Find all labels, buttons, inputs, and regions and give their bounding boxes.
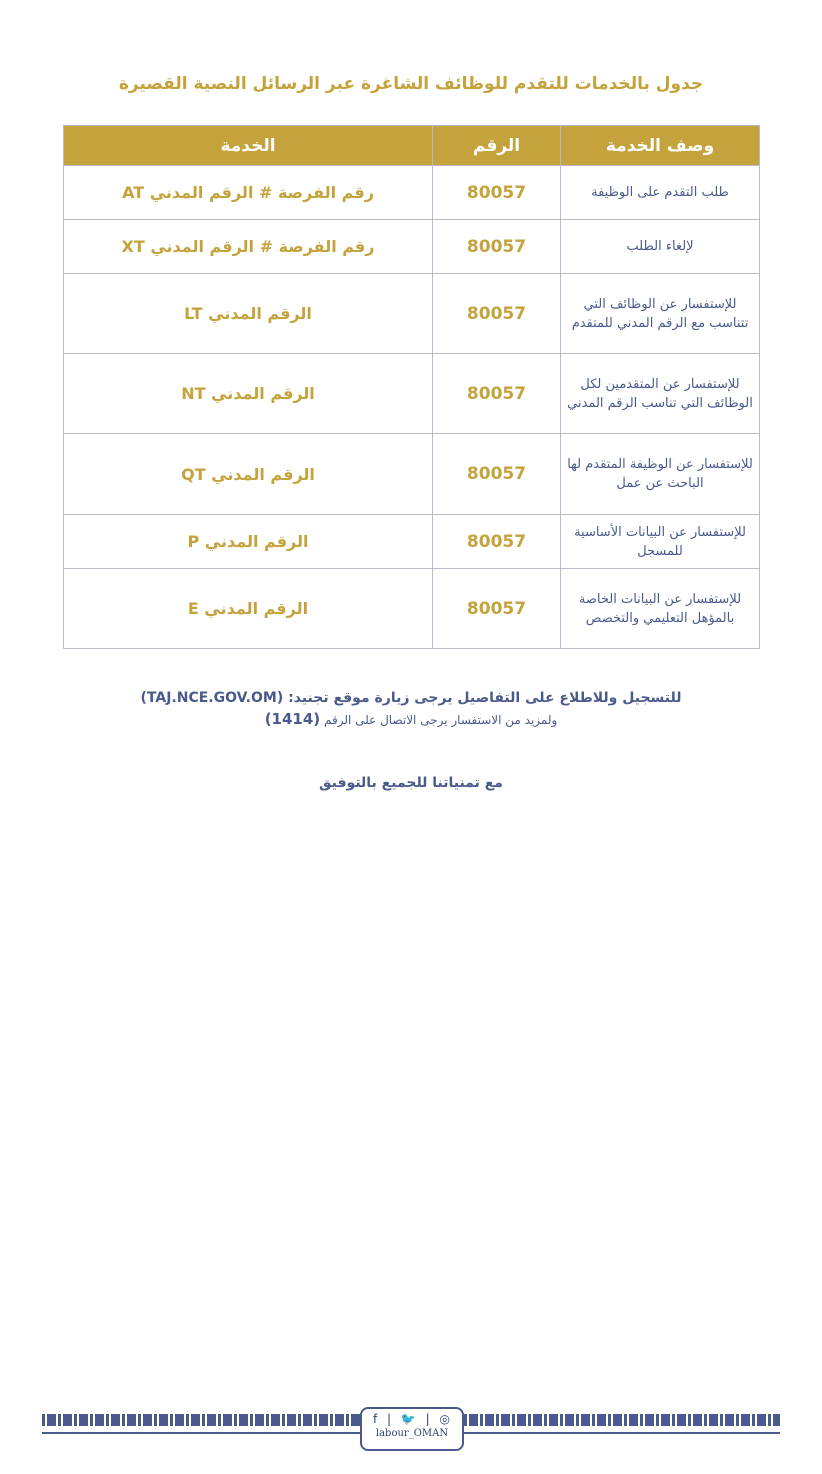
closing-message: مع تمنياتنا للجميع بالتوفيق [319,775,503,791]
page-title: جدول بالخدمات للتقدم للوظائف الشاغرة عبر الرسائل النصية القصيرة [118,74,704,94]
row-number: 80057 [433,354,561,434]
decorative-line-left [42,1432,360,1434]
phone-number: (1414) [264,710,321,728]
register-note [0,690,822,706]
row-number: 80057 [433,434,561,515]
header-service: الخدمة [64,126,433,166]
row-description: للإستفسار عن البيانات الخاصة بالمؤهل التعليمي والتخصص [561,569,760,649]
twitter-icon[interactable]: 🐦 [400,1412,417,1426]
row-number: 80057 [433,569,561,649]
row-service: الرقم المدني QT [64,434,433,515]
row-service: الرقم المدني P [64,515,433,569]
decorative-line-right [464,1432,780,1434]
table-row [64,434,760,515]
table-row [64,569,760,649]
table-row [64,166,760,220]
row-description: للإستفسار عن الوظيفة المتقدم لها الباحث عن عمل [561,434,760,515]
facebook-icon[interactable]: f [372,1412,379,1426]
row-service: الرقم المدني NT [64,354,433,434]
contact-notes [0,690,822,728]
inquiry-text: ولمزيد من الاستفسار يرجى الاتصال على الرقم [323,713,558,727]
website-link[interactable]: (TAJ.NCE.GOV.OM) [140,690,284,706]
row-number: 80057 [433,220,561,274]
social-box [360,1407,464,1451]
decorative-band-right [464,1414,780,1426]
row-description: للإستفسار عن الوظائف التي تتناسب مع الرقم المدني للمتقدم [561,274,760,354]
row-number: 80057 [433,166,561,220]
row-description: للإستفسار عن البيانات الأساسية للمسجل [561,515,760,569]
row-service: الرقم المدني E [64,569,433,649]
services-table [63,125,760,649]
table-row [64,515,760,569]
row-service: رقم الفرصة # الرقم المدني AT [64,166,433,220]
row-description: لإلغاء الطلب [561,220,760,274]
row-description: طلب التقدم على الوظيفة [561,166,760,220]
table-header-row [64,126,760,166]
icon-separator: | [387,1412,393,1426]
register-text: للتسجيل وللاطلاع على التفاصيل يرجى زيارة موقع تجنيد: [288,690,682,706]
decorative-band-left [42,1414,360,1426]
icon-separator: | [425,1412,431,1426]
row-description: للإستفسار عن المتقدمين لكل الوظائف التي تناسب الرقم المدني [561,354,760,434]
table-row [64,354,760,434]
social-handle[interactable]: labour_OMAN [375,1428,449,1439]
row-number: 80057 [433,274,561,354]
inquiry-note [0,710,822,728]
table-row [64,220,760,274]
row-number: 80057 [433,515,561,569]
header-number: الرقم [433,126,561,166]
row-service: الرقم المدني LT [64,274,433,354]
row-service: رقم الفرصة # الرقم المدني XT [64,220,433,274]
instagram-icon[interactable]: ◎ [439,1412,452,1426]
header-description: وصف الخدمة [561,126,760,166]
table-row [64,274,760,354]
footer [42,1410,780,1450]
